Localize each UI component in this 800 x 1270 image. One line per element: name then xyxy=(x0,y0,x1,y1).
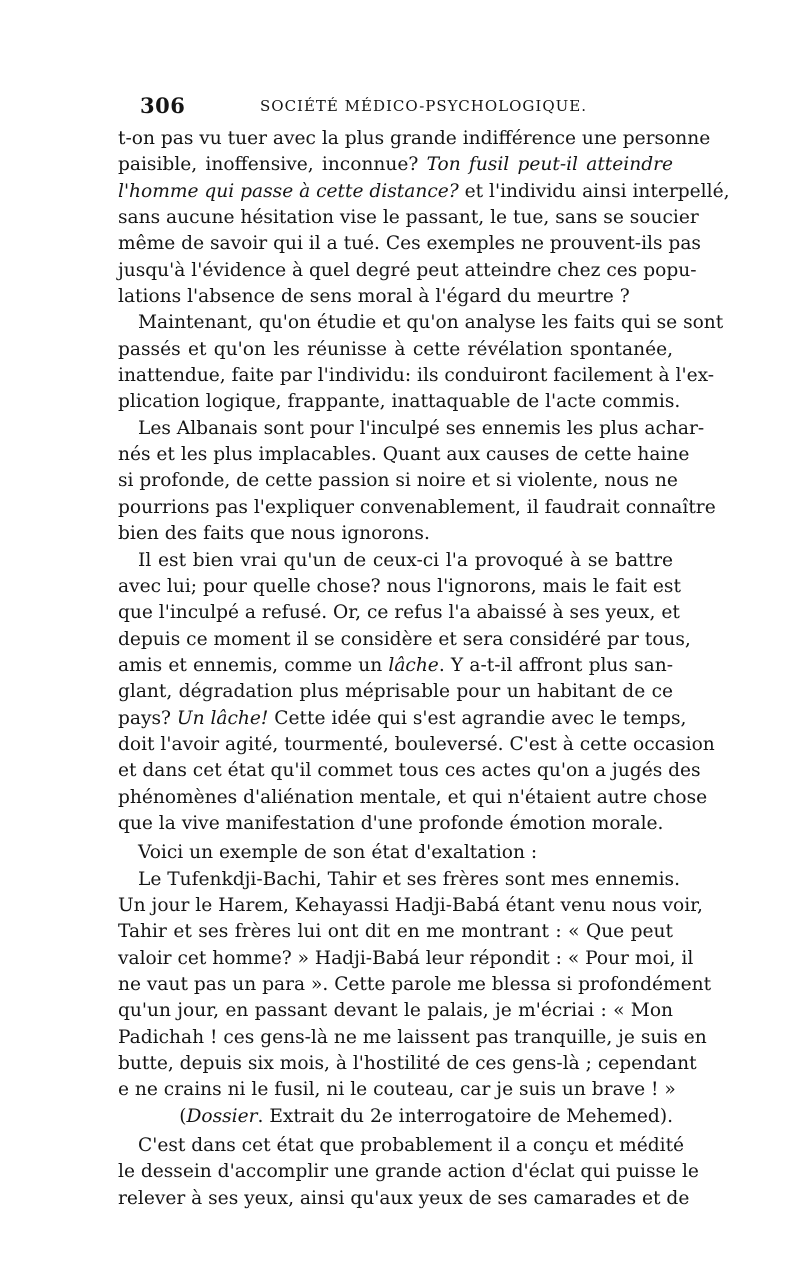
text-line xyxy=(118,1104,673,1130)
line-text: pourrions pas l'expliquer convenablement, il faudrait connaître xyxy=(118,496,716,518)
text-line xyxy=(118,706,687,732)
line-text: Les Albanais sont pour l'inculpé ses ennemis les plus achar- xyxy=(138,417,705,439)
italic-text: Dossier xyxy=(186,1105,258,1127)
line-text: butte, depuis six mois, à l'hostilité de ces gens-là ; cependant xyxy=(118,1053,697,1075)
text-line xyxy=(118,679,673,705)
text-line xyxy=(118,495,716,521)
text-line xyxy=(118,574,681,600)
line-text: relever à ses yeux, ainsi qu'aux yeux de ses camarades et de xyxy=(118,1187,690,1209)
text-line xyxy=(118,811,673,837)
line-text: nés et les plus implacables. Quant aux causes de cette haine xyxy=(118,444,690,466)
line-text: Un jour le Harem, Kehayassi Hadji-Babá étant venu nous voir, xyxy=(118,894,703,916)
text-line xyxy=(118,1077,676,1103)
text-line xyxy=(118,1025,707,1051)
text-line xyxy=(118,1133,685,1159)
line-text: sans aucune hésitation vise le passant, le tue, sans se soucier xyxy=(118,207,699,229)
text-line xyxy=(118,205,699,231)
line-text: que la vive manifestation d'une profonde émotion morale. xyxy=(118,812,664,834)
text-line xyxy=(118,258,697,284)
text-line xyxy=(118,179,730,205)
line-text: bien des faits que nous ignorons. xyxy=(118,523,430,545)
text-line xyxy=(118,946,694,972)
text-line xyxy=(118,758,701,784)
line-text: pays? xyxy=(118,707,177,729)
text-line xyxy=(118,521,673,547)
text-line xyxy=(118,231,701,257)
italic-text: l'homme qui passe à cette distance? xyxy=(118,180,459,202)
text-line xyxy=(118,998,673,1024)
line-text: . Y a-t-il affront plus san- xyxy=(438,654,673,676)
page-header xyxy=(140,93,670,123)
line-text: le dessein d'accomplir une grande action d'éclat qui puisse le xyxy=(118,1161,699,1183)
line-text: et dans cet état qu'il commet tous ces actes qu'on a jugés des xyxy=(118,760,701,782)
text-line xyxy=(118,919,673,945)
italic-text: Ton fusil peut-il atteindre xyxy=(426,154,673,176)
text-line xyxy=(118,126,711,152)
text-line xyxy=(118,893,703,919)
text-line xyxy=(118,867,681,893)
line-text: Padichah ! ces gens-là ne me laissent pas tranquille, je suis en xyxy=(118,1026,707,1048)
text-line xyxy=(118,732,715,758)
text-line xyxy=(118,840,673,866)
line-text: Maintenant, qu'on étudie et qu'on analyse les faits qui se sont xyxy=(138,312,724,334)
line-text: Il est bien vrai qu'un de ceux-ci l'a provoqué à se battre xyxy=(138,549,673,571)
text-line xyxy=(118,653,673,679)
line-text: si profonde, de cette passion si noire et si violente, nous ne xyxy=(118,470,678,492)
running-head: SOCIÉTÉ MÉDICO-PSYCHOLOGIQUE. xyxy=(260,97,587,115)
text-line xyxy=(118,416,705,442)
line-text: même de savoir qui il a tué. Ces exemples ne prouvent-ils pas xyxy=(118,233,701,255)
text-line xyxy=(118,627,691,653)
line-text: lations l'absence de sens moral à l'égard du meurtre ? xyxy=(118,286,630,308)
text-line xyxy=(118,284,673,310)
line-text: amis et ennemis, comme un xyxy=(118,654,389,676)
line-text: . Extrait du 2e interrogatoire de Mehemed). xyxy=(257,1105,673,1127)
line-text: inattendue, faite par l'individu: ils conduiront facilement à l'ex- xyxy=(118,365,715,387)
line-text: Voici un exemple de son état d'exaltation : xyxy=(138,842,538,864)
line-text: paisible, inoffensive, inconnue? xyxy=(118,154,427,176)
text-line xyxy=(118,363,715,389)
text-line xyxy=(118,972,712,998)
line-text: doit l'avoir agité, tourmenté, bouleversé. C'est à cette occasion xyxy=(118,733,715,755)
line-text: C'est dans cet état que probablement il a conçu et médité xyxy=(138,1135,685,1157)
line-text: avec lui; pour quelle chose? nous l'ignorons, mais le fait est xyxy=(118,575,681,597)
line-text: Tahir et ses frères lui ont dit en me montrant : « Que peut xyxy=(118,921,673,943)
text-line xyxy=(118,1186,690,1212)
text-line xyxy=(118,785,708,811)
italic-text: Un lâche! xyxy=(176,707,269,729)
body-text xyxy=(118,126,730,1212)
text-line xyxy=(118,600,680,626)
text-line xyxy=(118,548,673,574)
line-text: Cette idée qui s'est agrandie avec le temps, xyxy=(268,707,687,729)
line-text: qu'un jour, en passant devant le palais, je m'écriai : « Mon xyxy=(118,1000,673,1022)
italic-text: lâche xyxy=(388,654,439,676)
text-line xyxy=(118,1159,699,1185)
line-text: plication logique, frappante, inattaquable de l'acte commis. xyxy=(118,391,681,413)
line-text: phénomènes d'aliénation mentale, et qui n'étaient autre chose xyxy=(118,786,708,808)
line-text: valoir cet homme? » Hadji-Babá leur répondit : « Pour moi, il xyxy=(118,947,694,969)
page-number: 306 xyxy=(140,93,186,118)
text-line xyxy=(118,468,678,494)
line-text: Le Tufenkdji-Bachi, Tahir et ses frères sont mes ennemis. xyxy=(138,868,681,890)
line-text: t-on pas vu tuer avec la plus grande indifférence une personne xyxy=(118,128,711,149)
text-line xyxy=(118,1051,697,1077)
line-text: que l'inculpé a refusé. Or, ce refus l'a abaissé à ses yeux, et xyxy=(118,602,680,624)
line-text: depuis ce moment il se considère et sera considéré par tous, xyxy=(118,628,691,650)
line-text: glant, dégradation plus méprisable pour un habitant de ce xyxy=(118,681,673,703)
text-line xyxy=(118,442,690,468)
line-text: et l'individu ainsi interpellé, xyxy=(458,180,730,202)
text-line xyxy=(118,337,673,363)
line-text: e ne crains ni le fusil, ni le couteau, car je suis un brave ! » xyxy=(118,1079,676,1101)
line-text: passés et qu'on les réunisse à cette révélation spontanée, xyxy=(118,338,673,360)
line-text: ( xyxy=(179,1105,187,1127)
text-line xyxy=(118,389,681,415)
line-text: ne vaut pas un para ». Cette parole me blessa si profondément xyxy=(118,974,712,995)
text-line xyxy=(118,310,724,336)
line-text: jusqu'à l'évidence à quel degré peut atteindre chez ces popu- xyxy=(118,259,697,281)
text-line xyxy=(118,152,673,178)
